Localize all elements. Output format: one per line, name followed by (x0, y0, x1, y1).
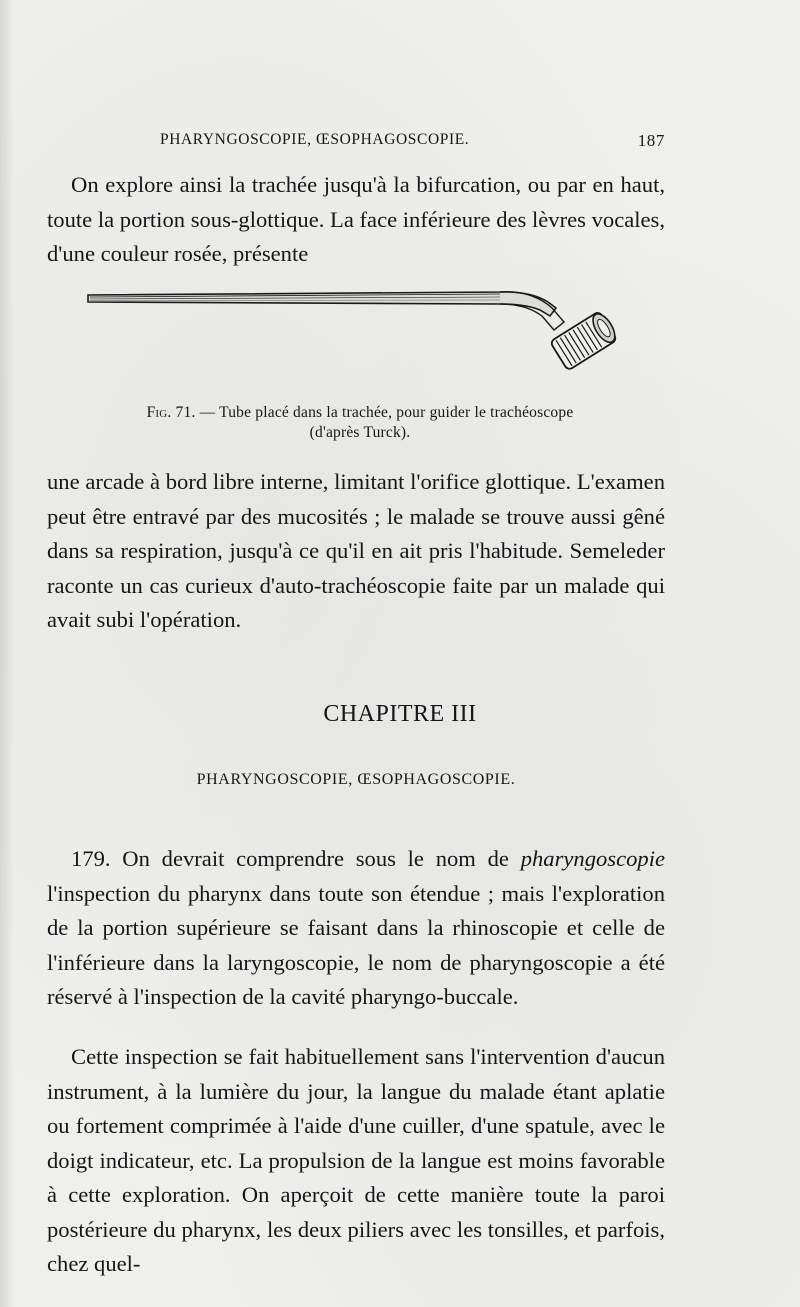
chapter-subheading: PHARYNGOSCOPIE, ŒSOPHAGOSCOPIE. (196, 771, 516, 788)
paragraph-4 (47, 1040, 665, 1282)
paragraph-3 (47, 842, 665, 1015)
figure-caption (60, 403, 660, 443)
paragraph-2-text: une arcade à bord libre interne, limitant l'orifice glottique. L'examen peut être entravé par des mucosités ; le malade se trouve aussi gêné dans sa respiration, jusqu'à ce qu'il en ait pris l'habitude. Semeleder raconte un cas curieux d'auto-trachéoscopie faite par un malade qui avait subi l'opération. (47, 469, 665, 632)
italic-term: pharyngoscopie (520, 846, 666, 871)
section-number: 179. (71, 846, 111, 871)
paragraph-3-rest: l'inspection du pharynx dans toute son étendue ; mais l'exploration de la portion supérieure se faisant dans la rhinoscopie et celle de l'inférieure dans la laryngoscopie, le nom de pharyngoscopie a été réservé à l'inspection de la cavité pharyngo-buccale. (47, 880, 665, 1009)
laryngeal-tube-illustration (60, 280, 660, 390)
paragraph-3-text (47, 842, 665, 1015)
figure-caption-label: Fig. 71. (146, 404, 196, 421)
figure-71 (60, 280, 660, 390)
page-edge-shadow (0, 0, 14, 1307)
figure-caption-text: — Tube placé dans la trachée, pour guider le trachéoscope (199, 404, 574, 421)
paragraph-1 (47, 168, 665, 272)
running-head (160, 131, 665, 155)
running-title: PHARYNGOSCOPIE, ŒSOPHAGOSCOPIE. (160, 131, 470, 148)
paragraph-2 (47, 465, 665, 638)
page-number: 187 (637, 131, 665, 150)
chapter-heading: CHAPITRE III (323, 701, 477, 727)
paragraph-3-lead: On devrait comprendre sous le nom de (122, 846, 509, 871)
paragraph-4-text: Cette inspection se fait habituellement sans l'intervention d'aucun instrument, à la lumière du jour, la langue du malade étant aplatie ou fortement comprimée à l'aide d'une cuiller, d'une spatule, avec le doigt indicateur, etc. La propulsion de la langue est moins favorable à cette exploration. On aperçoit de cette manière toute la paroi postérieure du pharynx, les deux piliers avec les tonsilles, et parfois, chez quel- (47, 1044, 665, 1276)
paragraph-1-text: On explore ainsi la trachée jusqu'à la bifurcation, ou par en haut, toute la portion sous-glottique. La face inférieure des lèvres vocales, d'une couleur rosée, présente (47, 172, 665, 266)
figure-caption-source: (d'après Turck). (309, 424, 411, 441)
